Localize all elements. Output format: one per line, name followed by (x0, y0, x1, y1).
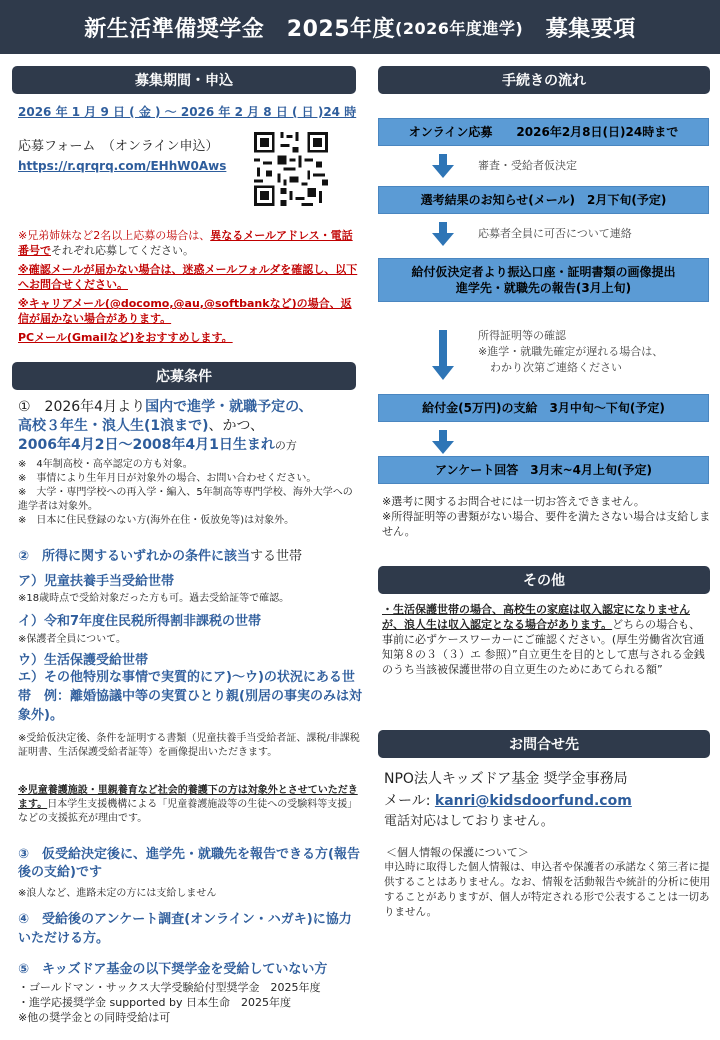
c5-item: ・進学応援奨学金 supported by 日本生命 2025年度 (18, 996, 291, 1009)
flow-note-3 (478, 328, 663, 376)
flow-header: 手続きの流れ (378, 66, 710, 94)
privacy-body: 申込時に取得した個人情報は、申込者や保護者の承諾なく第三者に提供することはありません。なお、情報を活動報告や統計的分析に使用することがありますが、個人が特定される形で公表することは一切ありません。 (384, 861, 711, 918)
condition-1-notes (18, 458, 362, 528)
c2-note1: ※受給仮決定後、条件を証明する書類（児童扶養手当受給者証、課税/非課税証明書、生活保護受給者証等）を画像提出いただきます。 (18, 733, 360, 758)
down-arrow-icon (432, 154, 454, 178)
condition-2-title (18, 548, 362, 566)
condition-5: ⑤ キッズドア基金の以下奨学金を受給していない方 (18, 962, 328, 977)
c2-note2 (18, 784, 362, 826)
c1-b: 国内で進学・就職予定の、 (145, 399, 313, 415)
step-result-notice: 選考結果のお知らせ(メール) 2月下旬(予定) (378, 186, 709, 214)
page-banner (0, 0, 720, 54)
contact-org: NPO法人キッズドア基金 奨学金事務局 (384, 771, 628, 787)
flow-footnotes (382, 494, 712, 539)
other-body (382, 602, 710, 677)
banner-title-sub: (2026年度進学) (395, 18, 524, 38)
contact-header: お問合せ先 (378, 730, 710, 758)
c1-note: ※ 事情により生年月日が対象外の場合、お問い合わせください。 (18, 473, 317, 484)
note-siblings-strong: 異なるメールアドレス・電話番号で (18, 229, 353, 257)
condition-4: ④ 受給後のアンケート調査(オンライン・ハガキ)に協力いただける方。 (18, 912, 352, 946)
banner-title-main: 新生活準備奨学金 2025年度 (84, 16, 396, 42)
condition-5-items (18, 980, 362, 1025)
down-arrow-icon (432, 222, 454, 246)
flow-note-1: 審査・受給者仮決定 (478, 159, 577, 172)
note-carrier-mail: ※キャリアメール(@docomo,@au,@softbankなど)の場合、返信が届かない場合があります。 (18, 297, 352, 325)
note3-line1: 所得証明等の確認 (478, 329, 566, 342)
step-online-apply: オンライン応募 2026年2月8日(日)24時まで (378, 118, 709, 146)
other-strong: ・生活保護世帯の場合、高校生の家庭は収入認定になりませんが、浪人生は収入認定となる場合があります。 (382, 603, 690, 631)
c1-a: ① 2026年4月より (18, 399, 146, 415)
down-arrow-icon (432, 330, 454, 380)
contact-mail-row (384, 790, 632, 810)
step3-line1: 給付仮決定者より振込口座・証明書類の画像提出 (411, 265, 676, 279)
other-rest: どちらの場合も、事前に必ずケースワーカーにご確認ください。(厚生労働省次官通知第８の３（３）エ 参照）”自立更生を目的として恵与される金銭のうち当該被保護世帯の自立更生のためにあてられる額” (382, 618, 705, 676)
note-confirm-mail: ※確認メールが届かない場合は、迷惑メールフォルダを確認し、以下へお問合せください。 (18, 263, 358, 291)
down-arrow-icon (432, 430, 454, 454)
form-label: 応募フォーム （オンライン申込） (18, 139, 219, 154)
c1-c: 高校３年生・浪人生(1浪まで) (18, 418, 209, 434)
mail-label: メール: (384, 793, 435, 809)
privacy-title: ＜個人情報の保護について＞ (386, 846, 529, 859)
note3-line2: ※進学・就職先確定が遅れる場合は、 (478, 345, 664, 358)
c2-a: ② 所得に関するいずれかの条件に該当 (18, 549, 251, 564)
note-siblings (18, 228, 358, 258)
form-url-link[interactable]: https://r.qrqrq.com/EHhW0Aws (18, 159, 227, 173)
c2-b: する世帯 (250, 549, 303, 564)
step3-line2: 進学先・就職先の報告(3月上旬) (455, 281, 632, 295)
conditions-header: 応募条件 (12, 362, 356, 390)
c1-note: ※ 大学・専門学校への再入学・編入、5年制高等専門学校、海外大学への進学者は対象外。 (18, 487, 353, 512)
c3-note: ※浪人など、進路未定の方には支給しません (18, 888, 217, 899)
note-siblings-prefix: ※兄弟姉妹など2名以上応募の場合は、 (18, 229, 211, 242)
qr-code-icon[interactable] (254, 132, 328, 206)
step-payment: 給付金(5万円)の支給 3月中旬～下旬(予定) (378, 394, 709, 422)
flow-note-2: 応募者全員に可否について連絡 (478, 227, 632, 240)
c1-note: ※ 日本に住民登録のない方(海外在住・仮放免等)は対象外。 (18, 515, 295, 526)
contact-phone: 電話対応はしておりません。 (384, 814, 554, 829)
c2-ア: ア）児童扶養手当受給世帯 (18, 574, 175, 589)
c1-d: 、かつ、 (208, 418, 264, 434)
period-header: 募集期間・申込 (12, 66, 356, 94)
c2-note2-strong: ※児童養護施設・里親養育など社会的養護下の方は対象外とさせていただきます。 (18, 785, 358, 810)
flow-foot-2: ※所得証明等の書類がない場合、要件を満たさない場合は支給しません。 (382, 510, 711, 538)
c2-エ: エ）その他特別な事情で実質的にア)～ウ)の状況にある世帯 例：離婚協議中等の実質ひとり親(別居の事実のみは対象外)。 (18, 670, 362, 723)
c2-ア-note: ※18歳時点で受給対象だった方も可。過去受給証等で確認。 (18, 593, 290, 604)
application-dates: 2026 年 1 月 9 日 ( 金 ) ～ 2026 年 2 月 8 日 ( 日 )24 時 (18, 105, 357, 119)
condition-3: ③ 仮受給決定後に、進学先・就職先を報告できる方(報告後の支給)です (18, 847, 360, 880)
c2-イ-note: ※保護者全員について。 (18, 634, 126, 645)
c1-note: ※ 4年制高校・高卒認定の方も対象。 (18, 459, 193, 470)
c5-item: ・ゴールドマン・サックス大学受験給付型奨学金 2025年度 (18, 981, 321, 994)
c2-ウ: ウ）生活保護受給世帯 (18, 653, 149, 668)
banner-title-end: 募集要項 (523, 16, 636, 42)
c2-イ: イ）令和7年度住民税所得割非課税の世帯 (18, 614, 262, 629)
c2-note2-rest: 日本学生支援機構による「児童養護施設等の生徒への受験料等支援」などの支援拡充が理由です。 (18, 799, 358, 824)
note-pc-mail: PCメール(Gmailなど)をおすすめします。 (18, 331, 233, 344)
flow-foot-1: ※選考に関するお問合せには一切お答えできません。 (382, 495, 645, 508)
condition-1 (18, 398, 360, 455)
note3-line3: わかり次第ご連絡ください (490, 361, 622, 374)
step-survey: アンケート回答 3月末~4月上旬(予定) (378, 456, 709, 484)
contact-mail-link[interactable]: kanri@kidsdoorfund.com (434, 793, 632, 809)
note-siblings-suffix: それぞれ応募してください。 (51, 244, 194, 257)
c1-e: 2006年4月2日～2008年4月1日生まれ (18, 437, 275, 453)
step-document-submit (378, 258, 709, 302)
c1-f: の方 (274, 439, 297, 452)
other-header: その他 (378, 566, 710, 594)
c5-item: ※他の奨学金との同時受給は可 (18, 1011, 171, 1024)
